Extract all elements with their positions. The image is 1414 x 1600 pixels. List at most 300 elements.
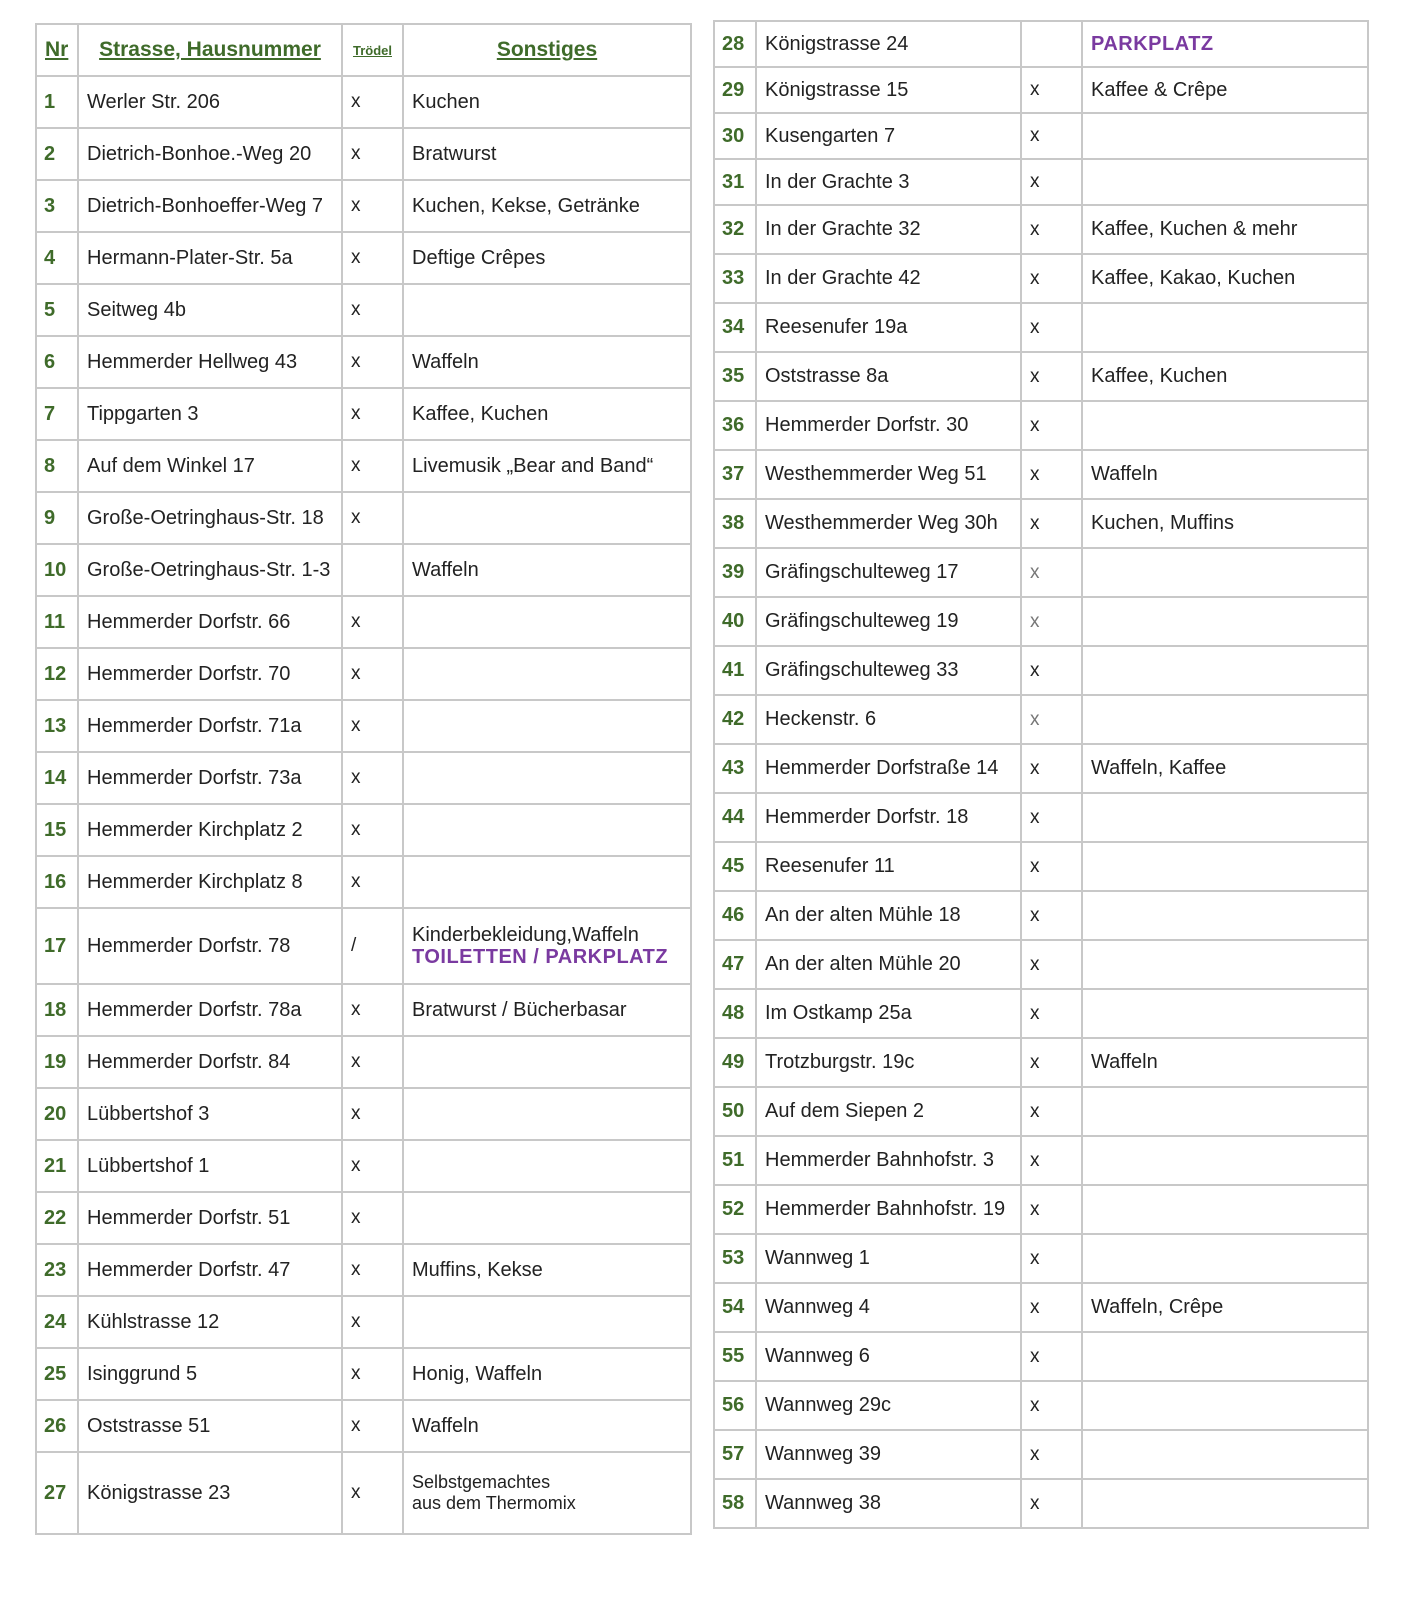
street-address: Wannweg 1 [756, 1234, 1021, 1283]
sonstiges-cell [1082, 1430, 1368, 1479]
sonstiges-cell [1082, 352, 1368, 401]
street-address: Wannweg 6 [756, 1332, 1021, 1381]
table-row [36, 544, 691, 596]
row-number: 31 [714, 159, 756, 205]
troedel-mark: x [1021, 1332, 1082, 1381]
troedel-mark: x [1021, 548, 1082, 597]
street-address: Kühlstrasse 12 [78, 1296, 342, 1348]
table-row [714, 159, 1368, 205]
troedel-mark: x [1021, 401, 1082, 450]
row-number: 24 [36, 1296, 78, 1348]
table-row [714, 254, 1368, 303]
sonstiges-cell [403, 1296, 691, 1348]
troedel-mark: x [342, 648, 403, 700]
table-row [36, 700, 691, 752]
row-number: 2 [36, 128, 78, 180]
table-row [714, 646, 1368, 695]
sonstiges-cell [1082, 499, 1368, 548]
sonstiges-cell [403, 284, 691, 336]
troedel-mark: x [342, 128, 403, 180]
troedel-mark: x [342, 1192, 403, 1244]
sonstiges-cell [403, 440, 691, 492]
street-address: Kusengarten 7 [756, 113, 1021, 159]
table-row [714, 450, 1368, 499]
sonstiges-cell [1082, 1332, 1368, 1381]
table-row [36, 856, 691, 908]
row-number: 22 [36, 1192, 78, 1244]
troedel-mark: x [342, 1088, 403, 1140]
table-row [36, 128, 691, 180]
row-number: 29 [714, 67, 756, 113]
street-address: In der Grachte 42 [756, 254, 1021, 303]
troedel-mark: x [1021, 113, 1082, 159]
troedel-mark: / [342, 908, 403, 984]
sonstiges-text: Deftige Crêpes [412, 246, 546, 269]
sonstiges-text-line2: aus dem Thermomix [412, 1493, 576, 1513]
street-address: Hemmerder Dorfstraße 14 [756, 744, 1021, 793]
row-number: 35 [714, 352, 756, 401]
troedel-mark: x [1021, 67, 1082, 113]
street-address: Wannweg 39 [756, 1430, 1021, 1479]
sonstiges-cell [1082, 695, 1368, 744]
sonstiges-cell [1082, 1185, 1368, 1234]
table-row [714, 401, 1368, 450]
street-address: An der alten Mühle 20 [756, 940, 1021, 989]
troedel-mark: x [342, 596, 403, 648]
table-row [36, 284, 691, 336]
table-row [714, 548, 1368, 597]
sonstiges-text: Kuchen [412, 90, 480, 113]
troedel-mark: x [1021, 940, 1082, 989]
table-row [36, 984, 691, 1036]
left-list-table [35, 23, 692, 1535]
sonstiges-text: Kinderbekleidung,Waffeln [412, 924, 639, 946]
street-address: Große-Oetringhaus-Str. 1-3 [78, 544, 342, 596]
sonstiges-cell [403, 544, 691, 596]
troedel-mark: x [1021, 1283, 1082, 1332]
troedel-mark: x [1021, 695, 1082, 744]
table-row [714, 940, 1368, 989]
sonstiges-text: Waffeln [1091, 463, 1158, 485]
troedel-mark: x [1021, 1087, 1082, 1136]
row-number: 14 [36, 752, 78, 804]
table-row [36, 1088, 691, 1140]
table-row [36, 1348, 691, 1400]
sonstiges-cell [403, 908, 691, 984]
street-address: Werler Str. 206 [78, 76, 342, 128]
troedel-mark: x [1021, 1479, 1082, 1528]
troedel-mark: x [342, 336, 403, 388]
sonstiges-text: Kaffee & Crêpe [1091, 78, 1228, 101]
sonstiges-cell [1082, 21, 1368, 67]
street-address: An der alten Mühle 18 [756, 891, 1021, 940]
sonstiges-cell [403, 596, 691, 648]
table-row [714, 352, 1368, 401]
troedel-mark: x [1021, 989, 1082, 1038]
row-number: 41 [714, 646, 756, 695]
row-number: 43 [714, 744, 756, 793]
row-number: 15 [36, 804, 78, 856]
street-address: Tippgarten 3 [78, 388, 342, 440]
table-row [714, 744, 1368, 793]
row-number: 11 [36, 596, 78, 648]
sonstiges-cell [403, 128, 691, 180]
sonstiges-cell [1082, 1038, 1368, 1087]
sonstiges-cell [403, 752, 691, 804]
sonstiges-cell [1082, 1087, 1368, 1136]
sonstiges-cell [1082, 1136, 1368, 1185]
row-number: 45 [714, 842, 756, 891]
row-number: 47 [714, 940, 756, 989]
troedel-mark: x [342, 700, 403, 752]
street-address: Heckenstr. 6 [756, 695, 1021, 744]
street-address: Westhemmerder Weg 30h [756, 499, 1021, 548]
table-row [714, 1332, 1368, 1381]
street-address: Hemmerder Dorfstr. 70 [78, 648, 342, 700]
troedel-mark: x [1021, 159, 1082, 205]
sonstiges-text: Kaffee, Kuchen [1091, 365, 1228, 387]
table-row [714, 303, 1368, 352]
troedel-mark: x [1021, 1185, 1082, 1234]
table-row [36, 232, 691, 284]
row-number: 36 [714, 401, 756, 450]
table-row [36, 1400, 691, 1452]
sonstiges-cell [403, 1140, 691, 1192]
row-number: 20 [36, 1088, 78, 1140]
table-row [36, 336, 691, 388]
street-address: Seitweg 4b [78, 284, 342, 336]
column-header-nr: Nr [36, 24, 78, 76]
table-row [714, 113, 1368, 159]
troedel-mark: x [1021, 352, 1082, 401]
sonstiges-cell [1082, 597, 1368, 646]
column-header-street: Strasse, Hausnummer [78, 24, 342, 76]
street-address: Hemmerder Dorfstr. 18 [756, 793, 1021, 842]
street-address: Lübbertshof 1 [78, 1140, 342, 1192]
table-row [714, 989, 1368, 1038]
street-address: Wannweg 4 [756, 1283, 1021, 1332]
table-row [36, 596, 691, 648]
street-address: In der Grachte 3 [756, 159, 1021, 205]
troedel-mark: x [1021, 1381, 1082, 1430]
row-number: 25 [36, 1348, 78, 1400]
street-address: Hemmerder Hellweg 43 [78, 336, 342, 388]
troedel-mark: x [1021, 1234, 1082, 1283]
table-row [714, 1381, 1368, 1430]
row-number: 8 [36, 440, 78, 492]
table-row [714, 1430, 1368, 1479]
street-address: Wannweg 38 [756, 1479, 1021, 1528]
street-address: Hemmerder Dorfstr. 78 [78, 908, 342, 984]
row-number: 53 [714, 1234, 756, 1283]
street-address: Trotzburgstr. 19c [756, 1038, 1021, 1087]
sonstiges-cell [1082, 303, 1368, 352]
street-address: Reesenufer 11 [756, 842, 1021, 891]
street-address: Gräfingschulteweg 17 [756, 548, 1021, 597]
row-number: 48 [714, 989, 756, 1038]
row-number: 26 [36, 1400, 78, 1452]
sonstiges-cell [1082, 646, 1368, 695]
row-number: 13 [36, 700, 78, 752]
table-row [714, 67, 1368, 113]
table-row [36, 180, 691, 232]
row-number: 23 [36, 1244, 78, 1296]
street-address: Dietrich-Bonhoe.-Weg 20 [78, 128, 342, 180]
troedel-mark: x [342, 284, 403, 336]
sonstiges-text: Selbstgemachtes [412, 1472, 551, 1492]
street-address: Hemmerder Dorfstr. 51 [78, 1192, 342, 1244]
row-number: 55 [714, 1332, 756, 1381]
street-address: In der Grachte 32 [756, 205, 1021, 254]
table-row [36, 804, 691, 856]
troedel-mark: x [1021, 1038, 1082, 1087]
row-number: 4 [36, 232, 78, 284]
street-address: Hemmerder Bahnhofstr. 19 [756, 1185, 1021, 1234]
row-number: 57 [714, 1430, 756, 1479]
table-row [36, 752, 691, 804]
sonstiges-text: Bratwurst [412, 142, 497, 165]
troedel-mark: x [1021, 597, 1082, 646]
sonstiges-cell [403, 1192, 691, 1244]
row-number: 56 [714, 1381, 756, 1430]
street-address: Lübbertshof 3 [78, 1088, 342, 1140]
row-number: 19 [36, 1036, 78, 1088]
sonstiges-text: Kaffee, Kakao, Kuchen [1091, 267, 1296, 289]
troedel-mark: x [342, 1452, 403, 1534]
table-row [36, 440, 691, 492]
street-address: Königstrasse 23 [78, 1452, 342, 1534]
sonstiges-cell [403, 700, 691, 752]
row-number: 32 [714, 205, 756, 254]
troedel-mark: x [342, 388, 403, 440]
street-address: Hemmerder Kirchplatz 8 [78, 856, 342, 908]
street-address: Reesenufer 19a [756, 303, 1021, 352]
row-number: 38 [714, 499, 756, 548]
troedel-mark: x [1021, 450, 1082, 499]
row-number: 3 [36, 180, 78, 232]
table-row [36, 1452, 691, 1534]
row-number: 6 [36, 336, 78, 388]
table-row [36, 1296, 691, 1348]
street-address: Hemmerder Bahnhofstr. 3 [756, 1136, 1021, 1185]
table-row [714, 21, 1368, 67]
sonstiges-text: Waffeln [412, 1414, 479, 1437]
troedel-mark: x [1021, 793, 1082, 842]
street-address: Auf dem Winkel 17 [78, 440, 342, 492]
sonstiges-cell [1082, 401, 1368, 450]
sonstiges-cell [403, 492, 691, 544]
sonstiges-text: Waffeln [1091, 1051, 1158, 1073]
troedel-mark: x [342, 1348, 403, 1400]
table-row [36, 1036, 691, 1088]
street-address: Hermann-Plater-Str. 5a [78, 232, 342, 284]
table-row [36, 492, 691, 544]
troedel-mark: x [342, 1140, 403, 1192]
sonstiges-cell [1082, 793, 1368, 842]
troedel-mark: x [342, 856, 403, 908]
street-address: Hemmerder Dorfstr. 47 [78, 1244, 342, 1296]
sonstiges-text: Kuchen, Kekse, Getränke [412, 194, 640, 217]
street-address: Im Ostkamp 25a [756, 989, 1021, 1038]
troedel-mark: x [1021, 891, 1082, 940]
row-number: 33 [714, 254, 756, 303]
street-address: Westhemmerder Weg 51 [756, 450, 1021, 499]
troedel-mark: x [342, 440, 403, 492]
sonstiges-cell [1082, 254, 1368, 303]
row-number: 18 [36, 984, 78, 1036]
sonstiges-text: Waffeln [412, 350, 479, 373]
row-number: 16 [36, 856, 78, 908]
row-number: 17 [36, 908, 78, 984]
street-address: Große-Oetringhaus-Str. 18 [78, 492, 342, 544]
sonstiges-text: Honig, Waffeln [412, 1362, 543, 1385]
table-row [714, 1283, 1368, 1332]
row-number: 46 [714, 891, 756, 940]
troedel-mark: x [342, 76, 403, 128]
row-number: 7 [36, 388, 78, 440]
sonstiges-cell [403, 1036, 691, 1088]
troedel-mark: x [342, 984, 403, 1036]
sonstiges-cell [403, 180, 691, 232]
row-number: 1 [36, 76, 78, 128]
row-number: 21 [36, 1140, 78, 1192]
table-row [714, 1234, 1368, 1283]
troedel-mark: x [1021, 842, 1082, 891]
row-number: 30 [714, 113, 756, 159]
sonstiges-cell [1082, 548, 1368, 597]
sonstiges-cell [1082, 113, 1368, 159]
table-row [36, 1244, 691, 1296]
sonstiges-text: Muffins, Kekse [412, 1258, 543, 1281]
street-address: Hemmerder Dorfstr. 73a [78, 752, 342, 804]
row-number: 28 [714, 21, 756, 67]
troedel-mark: x [1021, 744, 1082, 793]
street-address: Hemmerder Dorfstr. 78a [78, 984, 342, 1036]
sonstiges-cell [1082, 1283, 1368, 1332]
table-row [714, 1038, 1368, 1087]
sonstiges-cell [403, 1348, 691, 1400]
street-address: Hemmerder Dorfstr. 84 [78, 1036, 342, 1088]
right-list-table [713, 20, 1369, 1529]
row-number: 40 [714, 597, 756, 646]
row-number: 52 [714, 1185, 756, 1234]
table-row [36, 76, 691, 128]
table-row [714, 695, 1368, 744]
sonstiges-cell [403, 336, 691, 388]
table-row [36, 1140, 691, 1192]
sonstiges-cell [1082, 940, 1368, 989]
sonstiges-text: Livemusik „Bear and Band“ [412, 454, 654, 477]
sonstiges-text: Waffeln [412, 558, 479, 581]
street-address: Hemmerder Dorfstr. 30 [756, 401, 1021, 450]
row-number: 10 [36, 544, 78, 596]
street-address: Wannweg 29c [756, 1381, 1021, 1430]
sonstiges-cell [1082, 744, 1368, 793]
table-row [714, 597, 1368, 646]
sonstiges-cell [1082, 159, 1368, 205]
table-row [714, 1479, 1368, 1528]
street-address: Isinggrund 5 [78, 1348, 342, 1400]
street-address: Hemmerder Dorfstr. 66 [78, 596, 342, 648]
table-row [714, 1087, 1368, 1136]
sonstiges-cell [1082, 67, 1368, 113]
table-row [36, 388, 691, 440]
street-address: Oststrasse 51 [78, 1400, 342, 1452]
troedel-mark: x [1021, 499, 1082, 548]
sonstiges-cell [403, 388, 691, 440]
sonstiges-cell [403, 856, 691, 908]
row-number: 58 [714, 1479, 756, 1528]
table-row [714, 891, 1368, 940]
row-number: 54 [714, 1283, 756, 1332]
sonstiges-cell [403, 76, 691, 128]
troedel-mark: x [342, 492, 403, 544]
troedel-mark [342, 544, 403, 596]
table-header-row [36, 24, 691, 76]
street-address: Dietrich-Bonhoeffer-Weg 7 [78, 180, 342, 232]
sonstiges-text: Kaffee, Kuchen [412, 402, 549, 425]
street-address: Königstrasse 15 [756, 67, 1021, 113]
troedel-mark: x [342, 1244, 403, 1296]
row-number: 51 [714, 1136, 756, 1185]
street-address: Oststrasse 8a [756, 352, 1021, 401]
street-address: Auf dem Siepen 2 [756, 1087, 1021, 1136]
troedel-mark: x [1021, 254, 1082, 303]
sonstiges-cell [1082, 1479, 1368, 1528]
sonstiges-text: Waffeln, Crêpe [1091, 1296, 1224, 1318]
sonstiges-cell [403, 1452, 691, 1534]
table-row [714, 1136, 1368, 1185]
troedel-mark: x [342, 752, 403, 804]
row-number: 12 [36, 648, 78, 700]
street-address: Gräfingschulteweg 33 [756, 646, 1021, 695]
troedel-mark: x [342, 232, 403, 284]
table-row [36, 648, 691, 700]
column-header-sonstiges: Sonstiges [403, 24, 691, 76]
troedel-mark: x [342, 1400, 403, 1452]
sonstiges-text: Bratwurst / Bücherbasar [412, 998, 627, 1021]
sonstiges-cell [1082, 1381, 1368, 1430]
row-number: 34 [714, 303, 756, 352]
troedel-mark: x [1021, 1136, 1082, 1185]
troedel-mark: x [1021, 1430, 1082, 1479]
sonstiges-cell [1082, 1234, 1368, 1283]
sonstiges-cell [403, 804, 691, 856]
row-number: 50 [714, 1087, 756, 1136]
troedel-mark: x [342, 180, 403, 232]
row-number: 37 [714, 450, 756, 499]
sonstiges-text: Kuchen, Muffins [1091, 512, 1235, 534]
sonstiges-highlight: TOILETTEN / PARKPLATZ [412, 946, 669, 968]
sonstiges-cell [403, 232, 691, 284]
sonstiges-cell [403, 1088, 691, 1140]
sonstiges-highlight: PARKPLATZ [1091, 33, 1214, 55]
table-row [714, 842, 1368, 891]
sonstiges-cell [403, 984, 691, 1036]
sonstiges-cell [1082, 450, 1368, 499]
row-number: 44 [714, 793, 756, 842]
row-number: 49 [714, 1038, 756, 1087]
sonstiges-cell [403, 1400, 691, 1452]
troedel-mark: x [1021, 303, 1082, 352]
table-row [714, 499, 1368, 548]
sonstiges-text: Waffeln, Kaffee [1091, 757, 1227, 779]
troedel-mark: x [1021, 646, 1082, 695]
sonstiges-cell [403, 648, 691, 700]
street-address: Hemmerder Dorfstr. 71a [78, 700, 342, 752]
street-address: Gräfingschulteweg 19 [756, 597, 1021, 646]
table-row [714, 793, 1368, 842]
